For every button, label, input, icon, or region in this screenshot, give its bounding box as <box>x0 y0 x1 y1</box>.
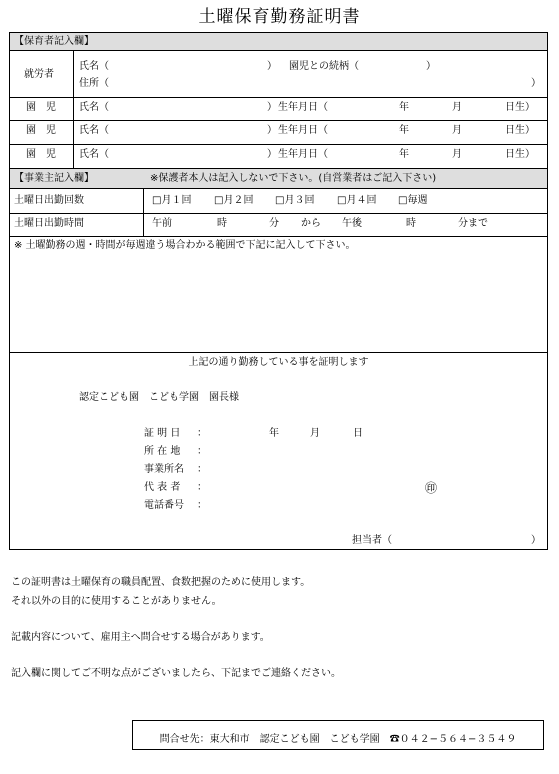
representative-colon: ： <box>197 482 207 493</box>
count-option-1[interactable]: □月１回 <box>152 195 192 206</box>
guardian-header-label: 【保育者記入欄】 <box>14 36 94 47</box>
form-frame <box>9 32 548 550</box>
note-line: この証明書は土曜保育の職員配置、食数把握のために使用します。 <box>11 577 311 588</box>
note-line: 記入欄に関してご不明な点がございましたら、下記までご連絡ください。 <box>11 668 341 679</box>
work-time-label: 土曜日出勤時間 <box>14 218 84 229</box>
staff-field[interactable]: 担当者（ <box>352 535 392 546</box>
contact-box <box>132 720 544 750</box>
count-option-weekly[interactable]: □毎週 <box>398 195 428 206</box>
child-label: 園 児 <box>26 149 56 160</box>
time-hour-start: 時 <box>217 218 227 229</box>
contact-info: 問合せ先：東大和市 認定こども園 こども学園 ☎０４２−５６４−３５４９ <box>159 734 517 745</box>
employer-header-label: 【事業主記入欄】 <box>14 173 94 184</box>
time-min-start: 分 <box>269 218 279 229</box>
child-dob-day: 日生） <box>505 102 535 113</box>
schedule-note: ※ 土曜勤務の週・時間が毎週違う場合わかる範囲で下記に記入して下さい。 <box>14 240 356 251</box>
note-line: それ以外の目的に使用することがありません。 <box>11 596 222 607</box>
child-name-field[interactable]: 氏名（ <box>79 149 109 160</box>
certify-statement: 上記の通り勤務している事を証明します <box>188 357 369 368</box>
worker-name-close: ） <box>267 61 277 72</box>
child-dob-field[interactable]: 生年月日（ <box>278 125 328 136</box>
location-label: 所 在 地 <box>144 446 181 457</box>
count-option-2[interactable]: □月２回 <box>214 195 254 206</box>
employer-header-note: ※保護者本人は記入しないで下さい。(自営業者はご記入下さい) <box>150 173 437 184</box>
employer-section-header <box>10 168 547 189</box>
seal-icon: ㊞ <box>425 481 438 495</box>
office-colon: ： <box>197 464 207 475</box>
child-name-close: ） <box>267 149 277 160</box>
address-close: ） <box>531 78 541 89</box>
count-option-3[interactable]: □月３回 <box>275 195 315 206</box>
child-dob-day: 日生） <box>505 125 535 136</box>
phone-colon: ： <box>197 500 207 511</box>
child-dob-year: 年 <box>399 149 409 160</box>
work-count-label: 土曜日出勤回数 <box>14 195 84 206</box>
time-am: 午前 <box>152 218 172 229</box>
staff-close: ） <box>531 535 541 546</box>
worker-label: 就労者 <box>24 69 54 80</box>
child-dob-field[interactable]: 生年月日（ <box>278 102 328 113</box>
time-pm: 午後 <box>342 218 362 229</box>
address-field[interactable]: 住所（ <box>79 78 109 89</box>
location-colon: ： <box>197 446 207 457</box>
cert-year: 年 <box>269 428 279 439</box>
child-dob-day: 日生） <box>505 149 535 160</box>
phone-label: 電話番号 <box>144 500 184 511</box>
worker-name-field[interactable]: 氏名（ <box>79 61 109 72</box>
child-name-field[interactable]: 氏名（ <box>79 125 109 136</box>
child-dob-year: 年 <box>399 102 409 113</box>
addressee: 認定こども園 こども学園 園長様 <box>79 392 239 403</box>
cert-month: 月 <box>310 428 320 439</box>
child-label: 園 児 <box>26 125 56 136</box>
page-title: 土曜保育勤務証明書 <box>198 7 361 27</box>
child-label: 園 児 <box>26 102 56 113</box>
child-dob-field[interactable]: 生年月日（ <box>278 149 328 160</box>
relation-close: ） <box>426 61 436 72</box>
child-dob-month: 月 <box>452 102 462 113</box>
child-name-field[interactable]: 氏名（ <box>79 102 109 113</box>
time-min-end: 分まで <box>458 218 488 229</box>
time-from: から <box>301 218 321 229</box>
time-hour-end: 時 <box>406 218 416 229</box>
child-dob-month: 月 <box>452 149 462 160</box>
cert-date-label: 証 明 日 <box>144 428 181 439</box>
relation-field[interactable]: 園児との続柄（ <box>289 61 359 72</box>
office-label: 事業所名 <box>144 464 184 475</box>
child-dob-year: 年 <box>399 125 409 136</box>
note-line: 記載内容について、雇用主へ問合せする場合があります。 <box>11 632 270 643</box>
child-name-close: ） <box>267 125 277 136</box>
child-dob-month: 月 <box>452 125 462 136</box>
count-option-4[interactable]: □月４回 <box>337 195 377 206</box>
cert-day: 日 <box>353 428 363 439</box>
guardian-section-header <box>10 33 547 51</box>
cert-date-colon: ： <box>197 428 207 439</box>
child-name-close: ） <box>267 102 277 113</box>
representative-label: 代 表 者 <box>144 482 181 493</box>
